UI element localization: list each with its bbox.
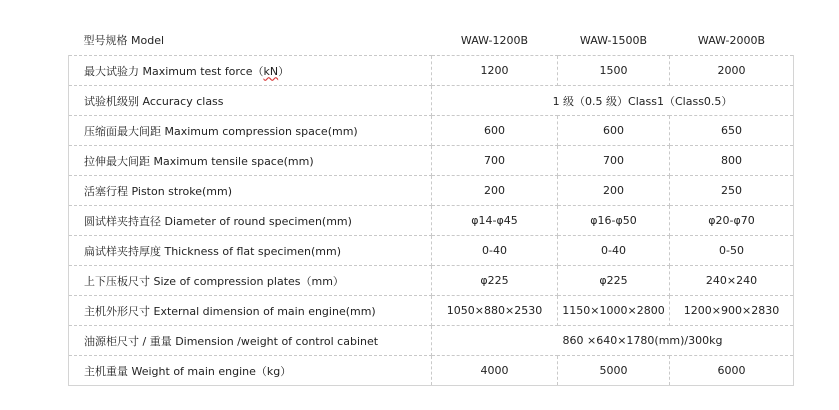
cell-value: φ20-φ70 [670,206,794,236]
cell-value: 700 [432,146,558,176]
cell-value: 650 [670,116,794,146]
row-label [69,56,432,86]
specification-table [68,25,794,386]
row-label-suffix: ） [278,64,290,78]
table-row-round-specimen-diameter [69,206,794,236]
cell-value: 1200 [432,56,558,86]
cell-value: 0-40 [432,236,558,266]
cell-value: φ16-φ50 [558,206,670,236]
table-row-max-test-force [69,56,794,86]
row-label: 油源柜尺寸 / 重量 Dimension /weight of control cabinet [69,326,432,356]
cell-value: 800 [670,146,794,176]
row-label-prefix: 最大试验力 Maximum test force（ [84,64,264,78]
table-row-compression-space [69,116,794,146]
table-row-compression-plate-size [69,266,794,296]
cell-value: φ225 [558,266,670,296]
cell-value: 700 [558,146,670,176]
cell-value: 600 [558,116,670,146]
model-header-waw-1500b: WAW-1500B [558,25,670,56]
cell-value: 1200×900×2830 [670,296,794,326]
cell-value: 1050×880×2530 [432,296,558,326]
cell-value: 5000 [558,356,670,386]
cell-value-merged: 1 级（0.5 级）Class1（Class0.5） [432,86,794,116]
cell-value: φ14-φ45 [432,206,558,236]
cell-value: 200 [432,176,558,206]
cell-value: 2000 [670,56,794,86]
cell-value: 4000 [432,356,558,386]
cell-value-merged: 860 ×640×1780(mm)/300kg [432,326,794,356]
row-label: 圆试样夹持直径 Diameter of round specimen(mm) [69,206,432,236]
row-label: 主机外形尺寸 External dimension of main engine(mm) [69,296,432,326]
cell-value: 240×240 [670,266,794,296]
row-label: 上下压板尺寸 Size of compression plates（mm） [69,266,432,296]
row-label: 试验机级别 Accuracy class [69,86,432,116]
table-row-tensile-space [69,146,794,176]
row-label: 主机重量 Weight of main engine（kg） [69,356,432,386]
table-row-main-engine-dimension [69,296,794,326]
table-row-control-cabinet [69,326,794,356]
cell-value: 600 [432,116,558,146]
cell-value: 6000 [670,356,794,386]
cell-value: 0-40 [558,236,670,266]
cell-value: 250 [670,176,794,206]
cell-value: 1150×1000×2800 [558,296,670,326]
row-label: 压缩面最大间距 Maximum compression space(mm) [69,116,432,146]
table-row-piston-stroke [69,176,794,206]
cell-value: φ225 [432,266,558,296]
cell-value: 1500 [558,56,670,86]
model-header-label: 型号规格 Model [69,25,432,56]
table-row-main-engine-weight [69,356,794,386]
row-label-unit: kN [263,64,279,78]
cell-value: 0-50 [670,236,794,266]
table-row-accuracy-class [69,86,794,116]
row-label: 活塞行程 Piston stroke(mm) [69,176,432,206]
table-header-row [69,25,794,56]
table-row-flat-specimen-thickness [69,236,794,266]
model-header-waw-2000b: WAW-2000B [670,25,794,56]
row-label: 拉伸最大间距 Maximum tensile space(mm) [69,146,432,176]
row-label: 扁试样夹持厚度 Thickness of flat specimen(mm) [69,236,432,266]
model-header-waw-1200b: WAW-1200B [432,25,558,56]
cell-value: 200 [558,176,670,206]
